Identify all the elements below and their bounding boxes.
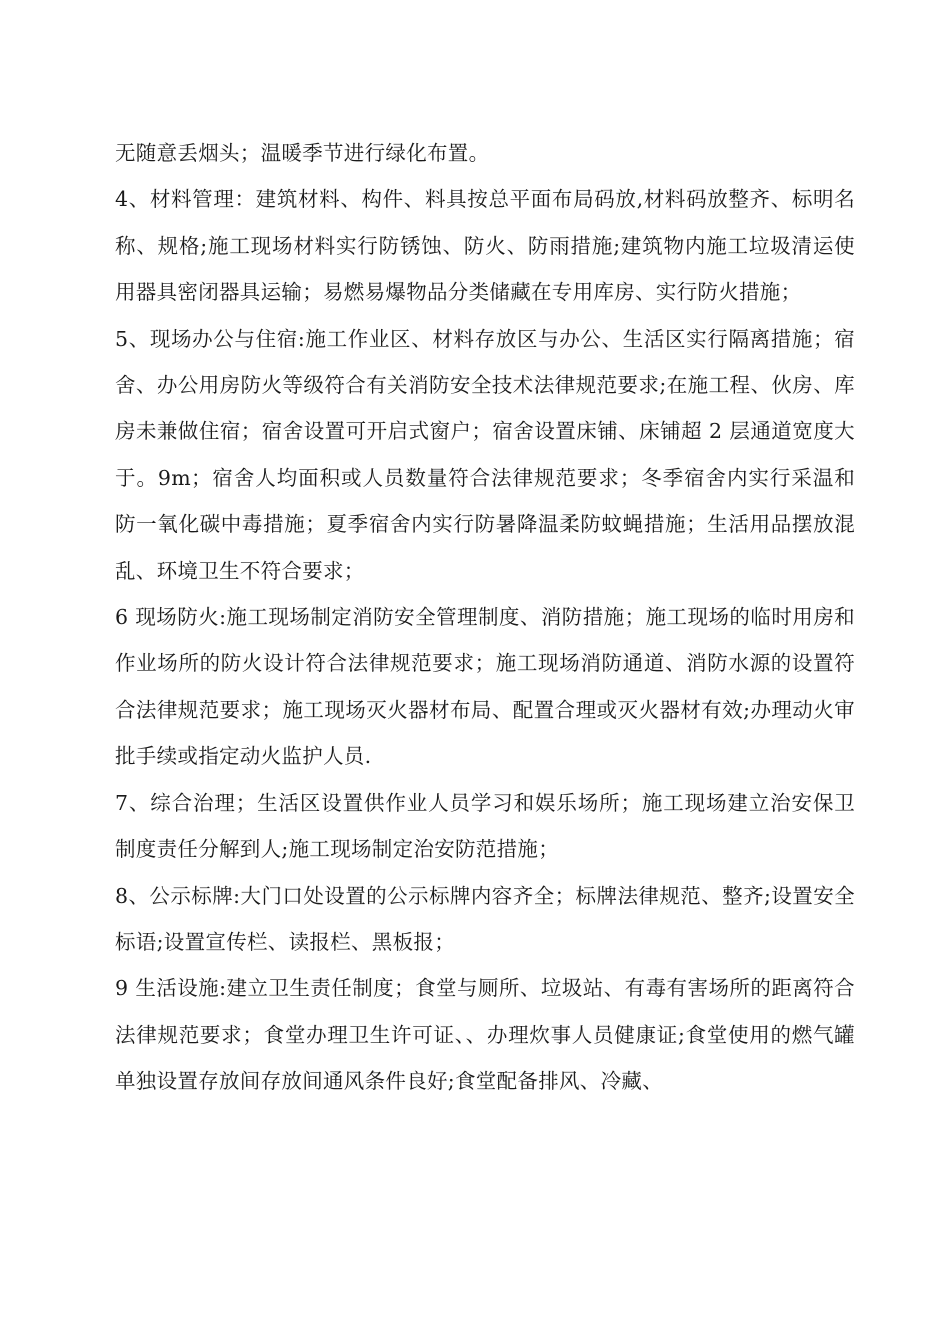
paragraph-comprehensive-governance: 7、综合治理；生活区设置供作业人员学习和娱乐场所；施工现场建立治安保卫制度责任分解到人;施工现场制定治安防范措施； bbox=[115, 790, 855, 862]
paragraph-office-and-dormitory: 5、现场办公与住宿:施工作业区、材料存放区与办公、生活区实行隔离措施；宿舍、办公用房防火等级符合有关消防安全技术法律规范要求;在施工程、伙房、库房未兼做住宿；宿舍设置可开启式窗户；宿舍设置床铺、床铺超 2 层通道宽度大于。9m；宿舍人均面积或人员数量符合法律规范要求；冬季宿舍内实行采温和防一氧化碳中毒措施；夏季宿舍内实行防暑降温柔防蚊蝇措施；生活用品摆放混乱、环境卫生不符合要求； bbox=[115, 326, 855, 583]
paragraph-public-signage: 8、公示标牌:大门口处设置的公示标牌内容齐全；标牌法律规范、整齐;设置安全标语;设置宣传栏、读报栏、黑板报； bbox=[115, 883, 855, 954]
paragraph-living-facilities: 9 生活设施:建立卫生责任制度；食堂与厕所、垃圾站、有毒有害场所的距离符合法律规范要求；食堂办理卫生许可证、、办理炊事人员健康证;食堂使用的燃气罐单独设置存放间存放间通风条件良好;食堂配备排风、冷藏、 bbox=[115, 976, 855, 1094]
paragraph-material-management: 4、材料管理：建筑材料、构件、料具按总平面布局码放,材料码放整齐、标明名称、规格;施工现场材料实行防锈蚀、防火、防雨措施;建筑物内施工垃圾清运使用器具密闭器具运输；易燃易爆物品分类储藏在专用库房、实行防火措施； bbox=[115, 187, 855, 305]
paragraph-fire-prevention: 6 现场防火:施工现场制定消防安全管理制度、消防措施；施工现场的临时用房和作业场所的防火设计符合法律规范要求；施工现场消防通道、消防水源的设置符合法律规范要求；施工现场灭火器材布局、配置合理或灭火器材有效;办理动火审批手续或指定动火监护人员. bbox=[115, 605, 855, 769]
document-body bbox=[115, 130, 855, 1105]
paragraph-greening: 无随意丢烟头；温暖季节进行绿化布置。 bbox=[115, 141, 490, 165]
